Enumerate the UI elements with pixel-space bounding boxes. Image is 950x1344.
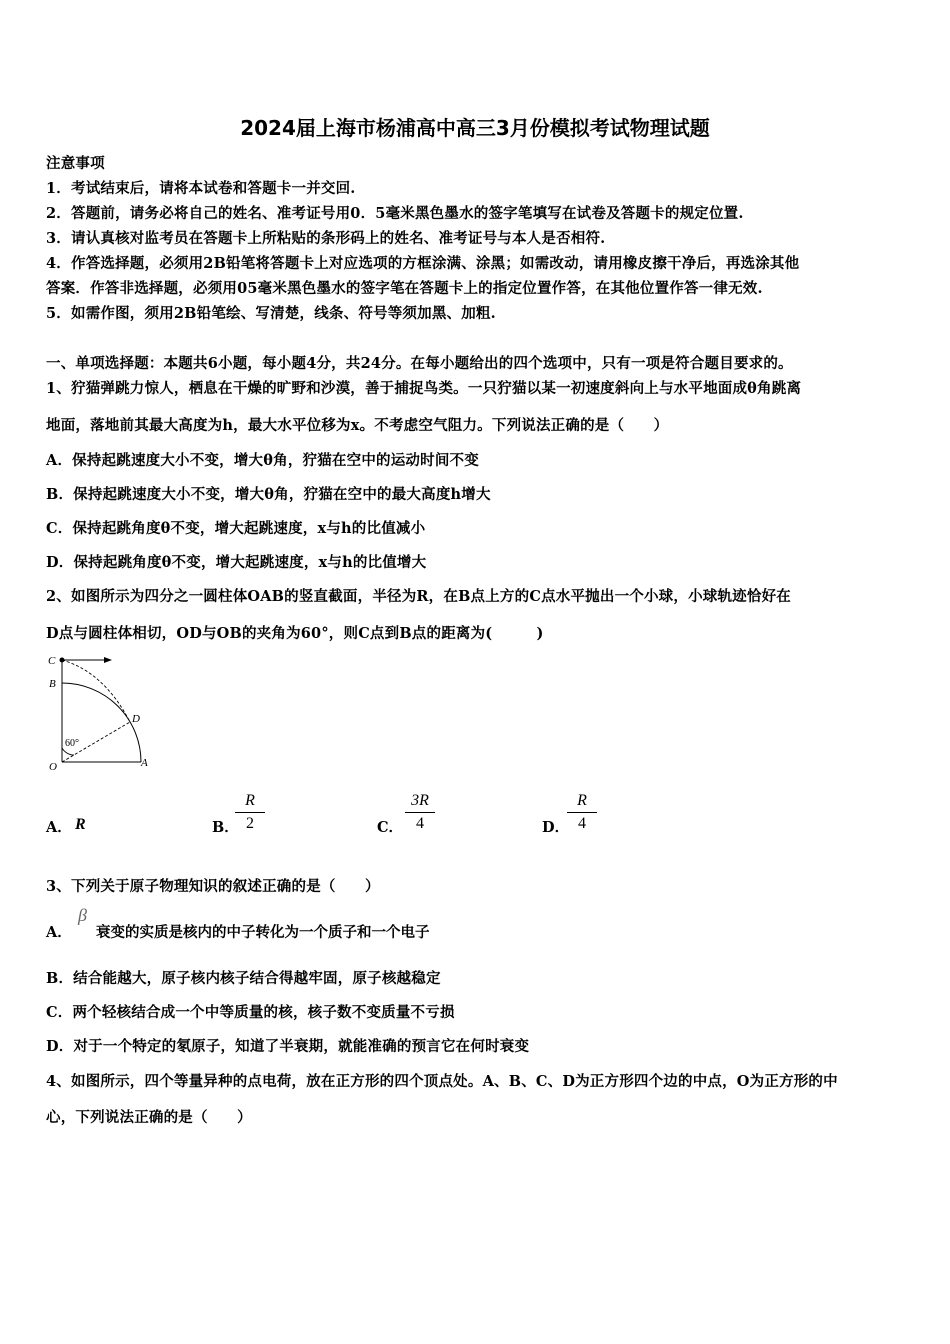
- angle-arc: [62, 748, 74, 755]
- q3-option-a-label: A．: [46, 924, 72, 941]
- notice-item: 4．作答选择题，必须用2B铅笔将答题卡上对应选项的方框涂满、涂黑；如需改动，请用橡皮擦干净后，再选涂其他: [46, 255, 800, 272]
- q1-option-d: D．保持起跳角度θ不变，增大起跳速度，x与h的比值增大: [46, 554, 427, 571]
- q3-stem: 3、下列关于原子物理知识的叙述正确的是（ ）: [46, 878, 380, 895]
- notice-item: 5．如需作图，须用2B铅笔绘、写清楚，线条、符号等须加黑、加粗.: [46, 305, 496, 322]
- notice-heading: 注意事项: [46, 155, 105, 172]
- fraction-numerator: R: [235, 792, 265, 813]
- q1-stem-line1: 1、狞猫弹跳力惊人，栖息在干燥的旷野和沙漠，善于捕捉鸟类。一只狞猫以某一初速度斜向上与水平地面成θ角跳离: [46, 380, 802, 397]
- q2-option-c-fraction: [405, 792, 435, 833]
- label-b: B: [49, 678, 56, 690]
- q2-option-b-label: B．: [212, 819, 239, 836]
- q4-stem-line1: 4、如图所示，四个等量异种的点电荷，放在正方形的四个顶点处。A、B、C、D为正方形四个边的中点，O为正方形的中: [46, 1073, 838, 1090]
- q2-option-d-fraction: [567, 792, 597, 833]
- q2-option-b-fraction: [235, 792, 265, 833]
- q3-option-a-text: 衰变的实质是核内的中子转化为一个质子和一个电子: [96, 924, 430, 941]
- notice-item: 2．答题前，请务必将自己的姓名、准考证号用0．5毫米黑色墨水的签字笔填写在试卷及答题卡的规定位置.: [46, 205, 744, 222]
- q4-stem-line2: 心，下列说法正确的是（ ）: [46, 1109, 252, 1126]
- notice-item: 3．请认真核对监考员在答题卡上所粘贴的条形码上的姓名、准考证号与本人是否相符.: [46, 230, 606, 247]
- q3-option-b: B．结合能越大，原子核内核子结合得越牢固，原子核越稳定: [46, 970, 441, 987]
- q2-figure: [44, 652, 164, 774]
- fraction-denominator: 2: [246, 815, 254, 832]
- q2-stem-line2: D点与圆柱体相切，OD与OB的夹角为60°，则C点到B点的距离为( ): [46, 625, 544, 642]
- q2-option-a-label: A．: [46, 819, 72, 836]
- label-c: C: [48, 655, 56, 667]
- q1-stem-line2: 地面，落地前其最大高度为h，最大水平位移为x。不考虑空气阻力。下列说法正确的是（ ）: [46, 417, 669, 434]
- q2-option-a-value: R: [75, 816, 86, 833]
- q2-option-d-label: D．: [542, 819, 570, 836]
- label-d: D: [132, 713, 140, 725]
- label-a: A: [141, 757, 148, 769]
- q1-option-b: B．保持起跳速度大小不变，增大θ角，狞猫在空中的最大高度h增大: [46, 486, 491, 503]
- section-heading: 一、单项选择题：本题共6小题，每小题4分，共24分。在每小题给出的四个选项中，只有一项是符合题目要求的。: [46, 355, 793, 372]
- page-title: 2024届上海市杨浦高中高三3月份模拟考试物理试题: [240, 116, 710, 140]
- fraction-numerator: 3R: [405, 792, 435, 813]
- fraction-denominator: 4: [578, 815, 586, 832]
- q3-option-c: C．两个轻核结合成一个中等质量的核，核子数不变质量不亏损: [46, 1004, 455, 1021]
- q3-option-d: D．对于一个特定的氡原子，知道了半衰期，就能准确的预言它在何时衰变: [46, 1038, 530, 1055]
- label-angle: 60°: [65, 738, 79, 749]
- beta-symbol: β: [78, 905, 87, 925]
- q2-stem-line1: 2、如图所示为四分之一圆柱体OAB的竖直截面，半径为R，在B点上方的C点水平抛出一个小球，小球轨迹恰好在: [46, 588, 791, 605]
- q2-option-c-label: C．: [377, 819, 404, 836]
- arrow-head-icon: [104, 657, 112, 663]
- label-o: O: [49, 761, 57, 773]
- q1-option-c: C．保持起跳角度θ不变，增大起跳速度，x与h的比值减小: [46, 520, 426, 537]
- q1-option-a: A．保持起跳速度大小不变，增大θ角，狞猫在空中的运动时间不变: [46, 452, 479, 469]
- fraction-numerator: R: [567, 792, 597, 813]
- fraction-denominator: 4: [416, 815, 424, 832]
- notice-item: 1．考试结束后，请将本试卷和答题卡一并交回.: [46, 180, 356, 197]
- notice-item: 答案．作答非选择题，必须用05毫米黑色墨水的签字笔在答题卡上的指定位置作答，在其他位置作答一律无效.: [46, 280, 763, 297]
